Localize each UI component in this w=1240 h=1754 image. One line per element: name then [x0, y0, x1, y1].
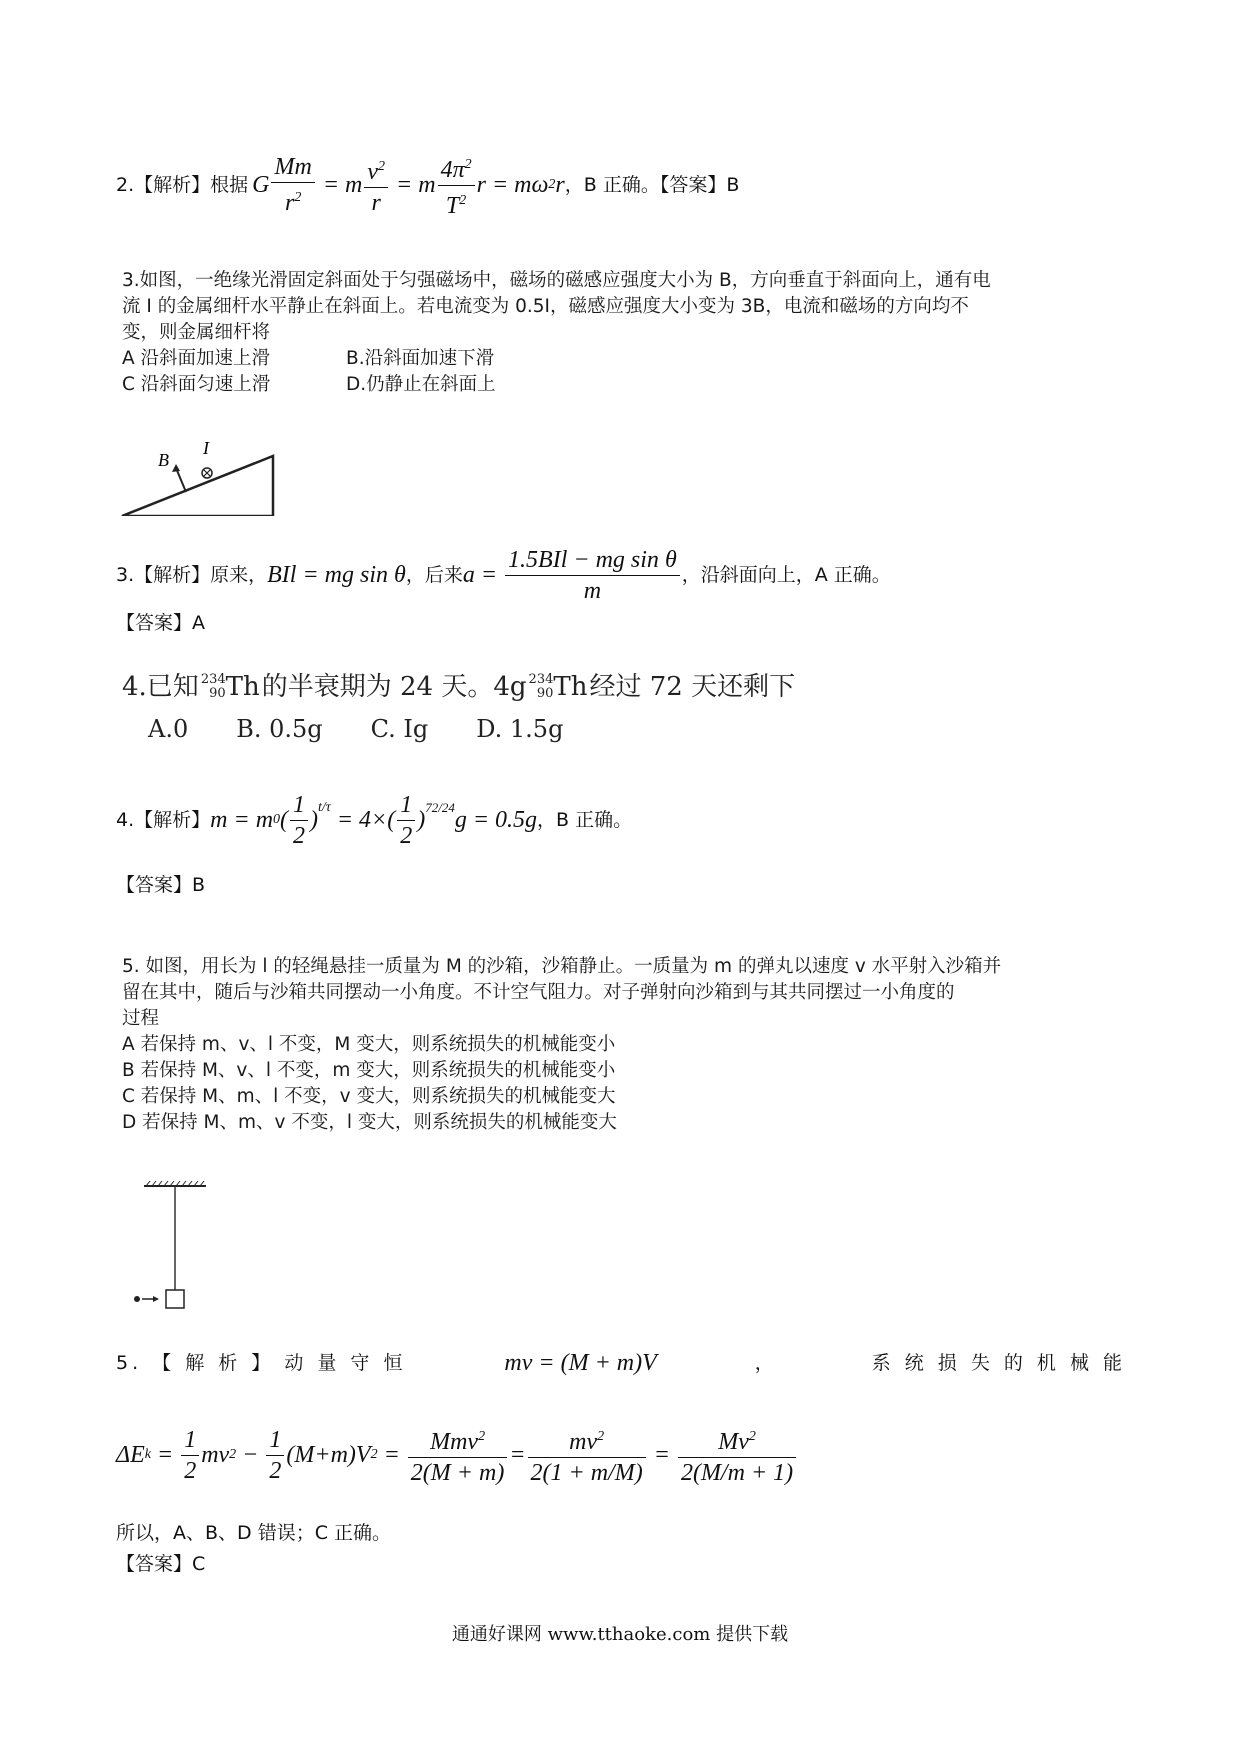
answer-3-mid: ，后来: [405, 564, 463, 586]
nuclide-2: [529, 670, 588, 704]
formula-gravity: G $\frac{Mm}{r^2}$ = m $\frac{v^2}{r}$ = m $\frac{4\pi^2}{T^2}$ r = mω 2 r: [252, 150, 565, 221]
fig-label-i: I: [203, 438, 209, 458]
q3-option-c: C 沿斜面匀速上滑: [122, 374, 271, 395]
q4-mid1: 的半衰期为 24 天。4g: [261, 672, 527, 702]
q5-option-d: D 若保持 M、m、v 不变，l 变大，则系统损失的机械能变大: [122, 1112, 617, 1133]
nuclide-1-symbol: Th: [225, 672, 260, 702]
answer-3-key: 【答案】A: [116, 612, 205, 634]
formula-half-life: m = m 0 ( $\frac{1}{2}$ ) $^{t/\tau}$ = 4×( $\frac{1}{2}$ ) $^{72/24}$ g = 0.5 g: [210, 791, 538, 849]
formula-acceleration: a = $\frac{\text{1.5BIl − mg sin θ}}{m}$: [463, 545, 682, 606]
answer-5-label: 5. 【 解 析 】 动 量 守 恒: [116, 1352, 407, 1374]
answer-2: [116, 154, 740, 219]
nuclide-2-mass: 234: [528, 672, 554, 687]
q3-line3: 变，则金属细杆将: [122, 322, 271, 343]
answer-4-key: 【答案】B: [116, 874, 206, 896]
incline-figure: [118, 436, 278, 516]
q3-option-d: D.仍静止在斜面上: [346, 374, 496, 395]
q5-line3: 过程: [122, 1008, 160, 1029]
answer-4-tail: ，B 正确。: [537, 809, 633, 831]
q5-line2: 留在其中，随后与沙箱共同摆动一小角度。不计空气阻力。对子弹射向沙箱到与其共同摆过一小角度的: [122, 982, 955, 1003]
answer-5-conclusion: 所以，A、B、D 错误；C 正确。: [116, 1522, 392, 1544]
answer-5-energy: [116, 1410, 798, 1500]
q4-mid2: 经过 72 天还剩下: [589, 672, 796, 702]
answer-2-label: 2.【解析】根据: [116, 174, 249, 196]
nuclide-2-number: 90: [536, 686, 554, 701]
nuclide-1-number: 90: [209, 686, 226, 701]
answer-5: [116, 1350, 1126, 1376]
nuclide-2-symbol: Th: [553, 672, 588, 702]
page-footer: 通通好课网 www.tthaoke.com 提供下载: [451, 1624, 789, 1645]
q3-option-b: B.沿斜面加速下滑: [346, 348, 495, 369]
answer-3-label: 3.【解析】原来，: [116, 564, 268, 586]
formula-momentum: mv = (M + m)V: [504, 1350, 657, 1376]
answer-5-key: 【答案】C: [116, 1553, 206, 1575]
formula-energy-loss: Δ E k = $\frac{1}{2}$ mv 2 − $\frac{1}{2}$ ( M + m ) V 2 = $\frac{Mmv^2}{2(M + m)}$ = $\frac{mv^2}{2(1 + m/M)}$ = $\frac{Mv^2}{2(M/m + 1)}$: [116, 1422, 798, 1488]
fig-label-b: B: [158, 450, 169, 470]
q5-line1: 5. 如图，用长为 l 的轻绳悬挂一质量为 M 的沙箱，沙箱静止。一质量为 m 的弹丸以速度 v 水平射入沙箱并: [122, 956, 1002, 977]
q3-option-a: A 沿斜面加速上滑: [122, 348, 271, 369]
formula-equilibrium: BIl = mg sin θ: [267, 562, 406, 588]
nuclide-1-mass: 234: [200, 672, 226, 687]
nuclide-1: [201, 670, 260, 704]
q4-prefix: 4.已知: [122, 672, 199, 702]
answer-5-tail: 系 统 损 失 的 机 械 能: [871, 1352, 1126, 1374]
q3-line2: 流 I 的金属细杆水平静止在斜面上。若电流变为 0.5I，磁感应强度大小变为 3B，电流和磁场的方向均不: [122, 296, 969, 317]
pendulum-figure: [128, 1180, 218, 1310]
answer-2-tail: ，B 正确。【答案】B: [564, 174, 740, 196]
q4-options: A.0 B. 0.5g C. Ig D. 1.5g: [148, 715, 564, 743]
q5-option-c: C 若保持 M、m、l 不变，v 变大，则系统损失的机械能变大: [122, 1086, 616, 1107]
q5-option-a: A 若保持 m、v、l 不变，M 变大，则系统损失的机械能变小: [122, 1034, 616, 1055]
q5-option-b: B 若保持 M、v、l 不变，m 变大，则系统损失的机械能变小: [122, 1060, 616, 1081]
q3-line1: 3.如图，一绝缘光滑固定斜面处于匀强磁场中，磁场的磁感应强度大小为 B，方向垂直于斜面向上，通有电: [122, 270, 991, 291]
answer-4: [116, 790, 632, 850]
answer-4-label: 4.【解析】: [116, 809, 211, 831]
answer-5-comma: ，: [754, 1352, 774, 1374]
answer-3-tail: ，沿斜面向上，A 正确。: [681, 564, 891, 586]
q4-stem: [122, 670, 795, 704]
answer-3: [116, 545, 891, 605]
